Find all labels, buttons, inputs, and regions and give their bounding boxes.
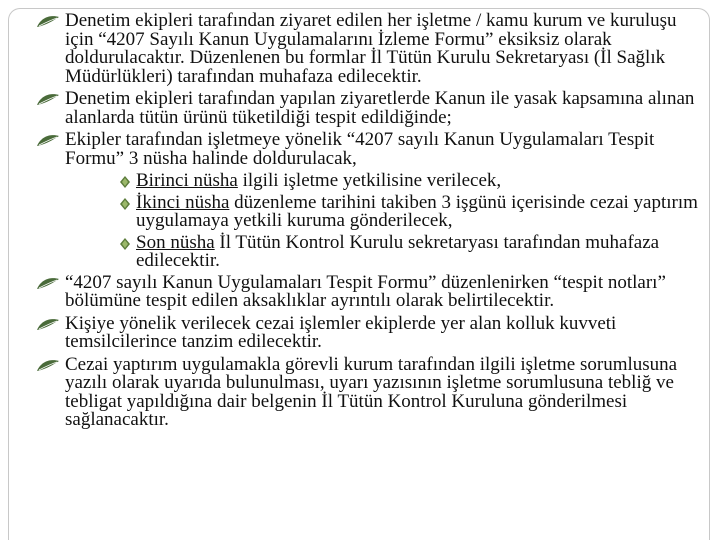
bullet-text: Ekipler tarafından işletmeye yönelik “4207 sayılı Kanun Uygulamaları Tespit Formu” 3 nüsha halinde doldurulacak, (65, 129, 655, 169)
sub-item-lead: Birinci nüsha (136, 170, 238, 191)
leaf-bullet-icon (36, 14, 60, 30)
sub-item-text: düzenleme tarihini takiben 3 işgünü içerisinde cezai yaptırım uygulamaya yetkili kuruma gönderilecek, (136, 191, 698, 231)
sub-item (36, 191, 704, 231)
bullet-text: Cezai yaptırım uygulamakla görevli kurum tarafından ilgili işletme sorumlusuna yazılı olarak uyarıda bulunulması, uyarı yazısının işletme sorumlusuna tebliğ ve tebligat yapıldığına dair belgenin İl Tütün Kontrol Kuruluna gönderilmesi sağlanacaktır. (65, 353, 678, 430)
sub-item-text: ilgili işletme yetkilisine verilecek, (237, 170, 502, 191)
leaf-bullet-icon (36, 358, 60, 374)
bullet-text: Denetim ekipleri tarafından ziyaret edilen her işletme / kamu kurum ve kuruluşu için “4207 Sayılı Kanun Uygulamalarını İzleme Formu” eksiksiz olarak doldurulacaktır. Düzenlenen bu formlar İl Tütün Kurulu Sekretaryası (İl Sağlık Müdürlükleri) tarafından muhafaza edilecektir. (65, 10, 677, 87)
slide-content (36, 12, 704, 434)
bullet-item (36, 312, 704, 352)
bullet-item (36, 271, 704, 311)
bullet-item (36, 353, 704, 430)
bullet-item (36, 12, 704, 86)
diamond-bullet-icon (118, 237, 132, 251)
sub-item-text: İl Tütün Kontrol Kurulu sekretaryası tarafından muhafaza edilecektir. (136, 231, 660, 271)
sub-item-lead: Son nüsha (136, 231, 215, 253)
leaf-bullet-icon (36, 92, 60, 108)
sub-item-lead: İkinci nüsha (136, 191, 230, 213)
bullet-text: “4207 sayılı Kanun Uygulamaları Tespit Formu” düzenlenirken “tespit notları” bölümüne tespit edilen aksaklıklar ayrıntılı olarak belirtilecektir. (65, 271, 666, 311)
bullet-text: Kişiye yönelik verilecek cezai işlemler ekiplerde yer alan kolluk kuvveti temsilcilerince tanzim edilecektir. (65, 312, 617, 352)
sub-item (36, 172, 704, 191)
leaf-bullet-icon (36, 133, 60, 149)
diamond-bullet-icon (118, 197, 132, 211)
bullet-item (36, 90, 704, 127)
bullet-text: Denetim ekipleri tarafından yapılan ziyaretlerde Kanun ile yasak kapsamına alınan alanlarda tütün ürünü tüketildiği tespit edildiğinde; (65, 88, 695, 128)
sub-item (36, 231, 704, 271)
leaf-bullet-icon (36, 276, 60, 292)
bullet-item (36, 131, 704, 168)
diamond-bullet-icon (118, 175, 132, 189)
leaf-bullet-icon (36, 317, 60, 333)
